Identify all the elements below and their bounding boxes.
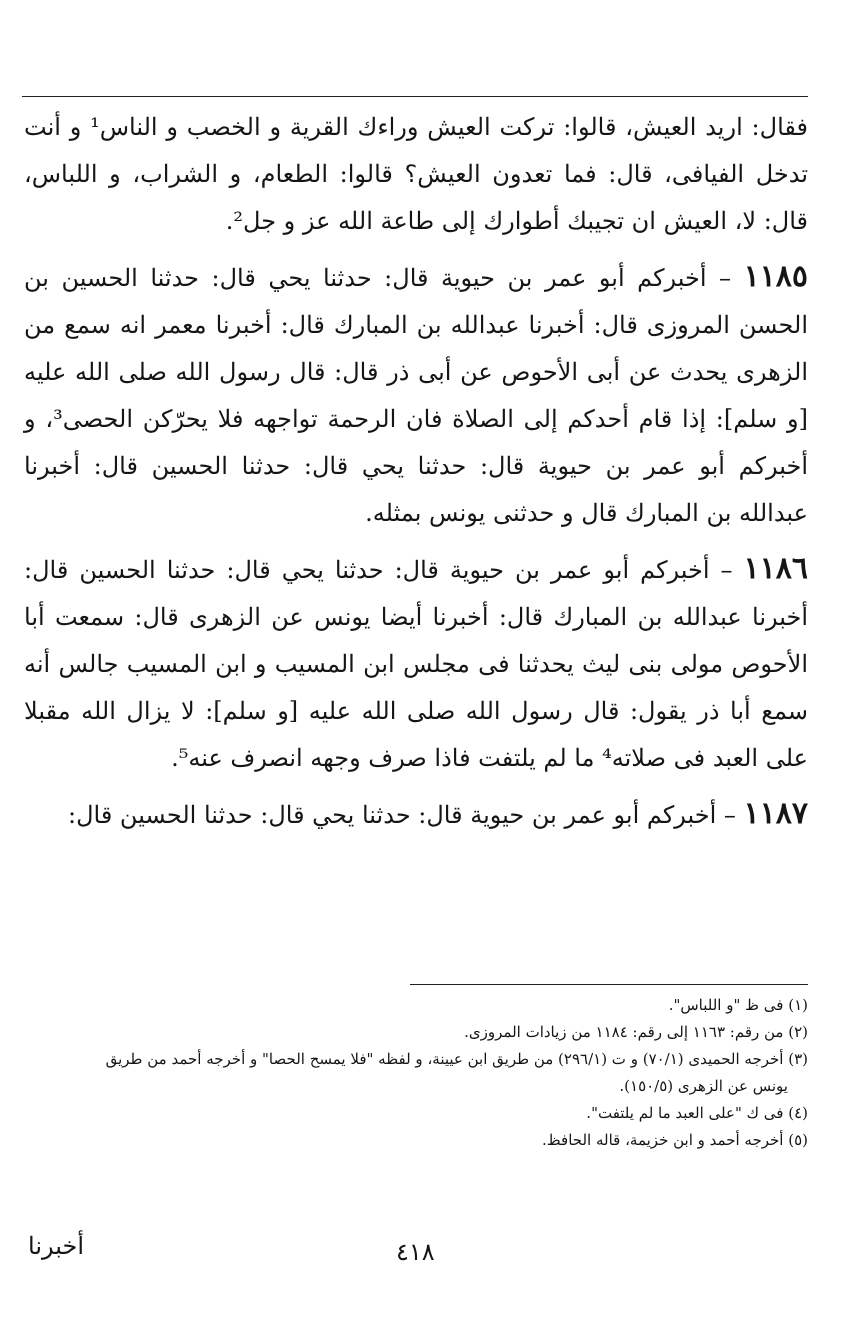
paragraph-continuation xyxy=(24,104,808,245)
footnote-4: (٤) فى ك "على العبد ما لم يلتفت". xyxy=(586,1104,808,1122)
hadith-text: – أخبركم أبو عمر بن حيوية قال: حدثنا يحي قال: حدثنا الحسين قال: xyxy=(67,801,736,829)
catchword: أخبرنا xyxy=(28,1232,84,1260)
page-number: ٤١٨ xyxy=(396,1238,435,1266)
footnote-3-continuation: يونس عن الزهرى (١٥٠/٥). xyxy=(619,1077,788,1095)
paragraph-text: فقال: اريد العيش، قالوا: تركت العيش وراءك القرية و الخصب و الناس¹ و أنت تدخل الفيافى، قال: فما تعدون العيش؟ قالوا: الطعام، و الشراب، و اللباس، قال: لا، العيش ان تجيبك أطوارك إلى طاعة الله عز و جل². xyxy=(24,113,809,235)
hadith-1185 xyxy=(24,253,808,537)
hadith-1186 xyxy=(24,545,808,782)
footnote-rule xyxy=(410,984,808,985)
main-text xyxy=(24,104,808,839)
hadith-1187 xyxy=(24,790,808,839)
hadith-text: – أخبركم أبو عمر بن حيوية قال: حدثنا يحي قال: حدثنا الحسين قال: أخبرنا عبدالله بن المبارك قال: أخبرنا أيضا يونس عن الزهرى قال: سمعت أبا الأحوص مولى بنى ليث يحدثنا فى مجلس ابن المسيب و ابن المسيب جالس أنه سمع أبا ذر يقول: قال رسول الله صلى الله عليه [و سلم]: لا يزال الله مقبلا على العبد فى صلاته⁴ ما لم يلتفت فاذا صرف وجهه انصرف عنه⁵. xyxy=(24,556,809,772)
hadith-number: ١١٨٦ xyxy=(743,551,808,586)
footnote-5: (٥) أخرجه أحمد و ابن خزيمة، قاله الحافظ. xyxy=(542,1131,808,1149)
hadith-number: ١١٨٥ xyxy=(743,259,809,294)
footnote-2: (٢) من رقم: ١١٦٣ إلى رقم: ١١٨٤ من زيادات المروزى. xyxy=(464,1023,808,1041)
hadith-text: – أخبركم أبو عمر بن حيوية قال: حدثنا يحي قال: حدثنا الحسين بن الحسن المروزى قال: أخبرنا عبدالله بن المبارك قال: أخبرنا معمر انه سمع من الزهرى يحدث عن أبى الأحوص عن أبى ذر قال: قال رسول الله صلى الله عليه [و سلم]: إذا قام أحدكم إلى الصلاة فان الرحمة تواجهه فلا يحرّكن الحصى³، و أخبركم أبو عمر بن حيوية قال: حدثنا يحي قال: حدثنا الحسين قال: أخبرنا عبدالله بن المبارك قال و حدثنى يونس بمثله. xyxy=(24,264,808,527)
footnotes xyxy=(22,992,808,1154)
footnote-1: (١) فى ظ "و اللباس". xyxy=(668,996,808,1014)
header-rule xyxy=(22,96,808,97)
hadith-number: ١١٨٧ xyxy=(743,796,808,831)
footnote-3: (٣) أخرجه الحميدى (٧٠/١) و ت (٢٩٦/١) من طريق ابن عيينة، و لفظه "فلا يمسح الحصا" و أخرجه أحمد من طريق xyxy=(105,1050,808,1068)
